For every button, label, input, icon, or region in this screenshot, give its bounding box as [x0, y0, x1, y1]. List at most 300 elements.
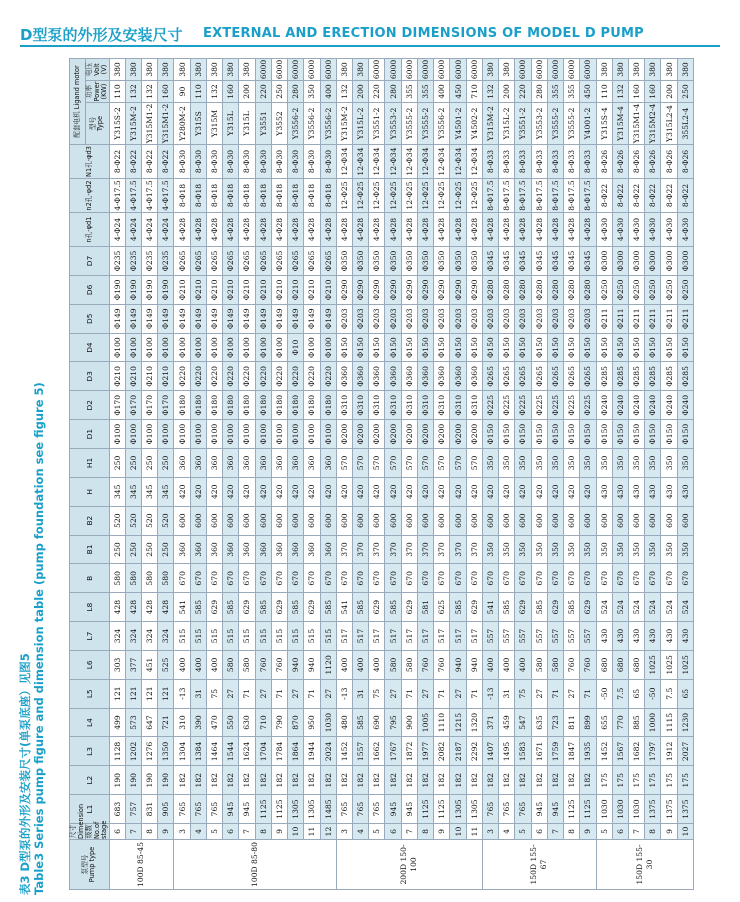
table-cell: 4-Φ30	[677, 213, 693, 247]
table-cell: 600	[417, 506, 433, 535]
table-cell: Φ100	[320, 420, 336, 449]
table-cell: 75	[515, 679, 531, 708]
table-cell: 430	[612, 477, 628, 506]
table-cell: 31	[499, 679, 515, 708]
table-cell: 350	[531, 535, 547, 564]
motor-voltage-header	[86, 59, 110, 81]
table-cell: 1320	[466, 708, 482, 737]
table-cell: 690	[369, 708, 385, 737]
table-cell: Φ150	[645, 420, 661, 449]
table-row	[596, 59, 612, 890]
table-cell: 4-Φ28	[564, 213, 580, 247]
motor-power-header-en: Power (KW)	[92, 81, 108, 102]
table-cell: 12-Φ34	[450, 145, 466, 179]
table-cell: 1305	[450, 795, 466, 824]
table-cell: 380	[677, 59, 693, 81]
table-cell: 1407	[482, 737, 498, 766]
table-cell: 670	[304, 564, 320, 593]
table-cell: 3	[482, 824, 498, 840]
pump-type-cell: 100D 85-80	[174, 840, 336, 890]
table-cell: 1567	[612, 737, 628, 766]
table-cell: 430	[596, 622, 612, 651]
table-cell: Φ265	[255, 247, 271, 276]
table-cell: 8-Φ17.5	[482, 179, 498, 213]
table-cell: 27	[320, 679, 336, 708]
table-cell: Y3553-2	[531, 103, 547, 145]
table-cell: Φ100	[271, 420, 287, 449]
table-cell: 1557	[353, 737, 369, 766]
table-cell: 200	[239, 81, 255, 103]
table-cell: 10	[677, 824, 693, 840]
table-cell: Φ180	[206, 391, 222, 420]
table-cell: 12-Φ34	[353, 145, 369, 179]
table-cell: 380	[174, 59, 190, 81]
table-cell: Y315M-4	[612, 103, 628, 145]
table-cell: 250	[677, 81, 693, 103]
table-cell: Φ100	[223, 333, 239, 362]
table-cell: Φ211	[645, 304, 661, 333]
table-cell: 710	[466, 81, 482, 103]
table-cell: Φ10	[288, 333, 304, 362]
table-cell: 1230	[677, 708, 693, 737]
table-cell: 585	[499, 593, 515, 622]
table-cell: 600	[661, 506, 677, 535]
table-cell: 585	[288, 593, 304, 622]
table-cell: 12-Φ34	[369, 145, 385, 179]
table-cell: Φ150	[629, 333, 645, 362]
col-header-d1: D1	[70, 420, 110, 449]
table-cell: 629	[401, 593, 417, 622]
table-cell: 182	[255, 766, 271, 795]
table-cell: Φ100	[223, 420, 239, 449]
table-cell: Φ100	[304, 333, 320, 362]
table-cell: Y3551-2	[369, 103, 385, 145]
table-cell: 580	[547, 650, 563, 679]
table-cell: 765	[515, 795, 531, 824]
table-cell: 360	[255, 449, 271, 478]
table-cell: 600	[450, 506, 466, 535]
table-cell: Φ265	[223, 247, 239, 276]
table-cell: 1215	[450, 708, 466, 737]
table-cell: 600	[206, 506, 222, 535]
table-cell: 1485	[320, 795, 336, 824]
table-cell: 517	[385, 622, 401, 651]
table-cell: 670	[482, 564, 498, 593]
table-cell: 760	[417, 650, 433, 679]
table-cell: 350	[564, 449, 580, 478]
table-cell: 8-Φ33	[531, 145, 547, 179]
table-cell: 9	[271, 824, 287, 840]
table-cell: 182	[547, 766, 563, 795]
table-cell: 12-Φ25	[434, 179, 450, 213]
table-cell: 7	[239, 824, 255, 840]
table-cell: Y280M-2	[174, 103, 190, 145]
table-cell: 515	[320, 622, 336, 651]
motor-power-header	[86, 81, 110, 103]
table-cell: Φ150	[353, 333, 369, 362]
table-cell: 360	[190, 449, 206, 478]
table-cell: 12-Φ25	[353, 179, 369, 213]
table-cell: Φ149	[304, 304, 320, 333]
table-cell: 670	[288, 564, 304, 593]
table-cell: 420	[531, 477, 547, 506]
table-cell: 765	[482, 795, 498, 824]
table-cell: -50	[645, 679, 661, 708]
table-cell: 90	[174, 81, 190, 103]
table-cell: 380	[239, 59, 255, 81]
table-cell: 182	[466, 766, 482, 795]
table-cell: 11	[304, 824, 320, 840]
table-cell: 4-Φ28	[288, 213, 304, 247]
table-cell: Y3555-2	[547, 103, 563, 145]
table-cell: 670	[271, 564, 287, 593]
table-cell: Φ250	[677, 275, 693, 304]
table-cell: Y315L-2	[353, 103, 369, 145]
table-cell: 515	[239, 622, 255, 651]
table-cell: 600	[499, 506, 515, 535]
table-cell: 670	[531, 564, 547, 593]
table-cell: Φ285	[612, 362, 628, 391]
table-cell: 1030	[629, 795, 645, 824]
table-row	[206, 59, 222, 890]
table-cell: 670	[336, 564, 352, 593]
table-cell: Φ203	[515, 304, 531, 333]
table-cell: 350	[580, 449, 596, 478]
table-cell: 570	[434, 449, 450, 478]
table-cell: Y315M-2	[482, 103, 498, 145]
table-cell: 430	[661, 622, 677, 651]
table-cell: Y3556-2	[304, 103, 320, 145]
table-cell: 350	[596, 449, 612, 478]
table-cell: Φ190	[141, 275, 157, 304]
page-header	[0, 22, 740, 52]
table-cell: 420	[336, 477, 352, 506]
table-cell: 420	[385, 477, 401, 506]
table-cell: 1128	[109, 737, 125, 766]
table-cell: Φ265	[499, 362, 515, 391]
table-cell: Y315M1-4	[629, 103, 645, 145]
table-cell: 360	[174, 535, 190, 564]
table-cell: 8-Φ18	[255, 179, 271, 213]
table-cell: 4-Φ28	[255, 213, 271, 247]
table-cell: 380	[499, 59, 515, 81]
table-cell: 420	[271, 477, 287, 506]
col-header-b: B	[70, 564, 110, 593]
table-cell: 629	[466, 593, 482, 622]
table-cell: 585	[385, 593, 401, 622]
table-cell: 400	[206, 650, 222, 679]
table-cell: 4-Φ28	[466, 213, 482, 247]
table-cell: Φ280	[499, 275, 515, 304]
table-cell: 585	[255, 593, 271, 622]
table-cell: 420	[434, 477, 450, 506]
table-cell: Φ100	[239, 420, 255, 449]
table-cell: 629	[271, 593, 287, 622]
table-cell: Φ100	[304, 420, 320, 449]
table-cell: Φ150	[645, 333, 661, 362]
table-cell: 182	[499, 766, 515, 795]
table-cell: 8-Φ30	[304, 145, 320, 179]
table-cell: Φ150	[336, 333, 352, 362]
table-cell: 250	[125, 535, 141, 564]
table-cell: 8-Φ22	[596, 179, 612, 213]
table-cell: 1125	[580, 795, 596, 824]
table-cell: 420	[450, 477, 466, 506]
table-cell: Φ285	[645, 362, 661, 391]
table-cell: Φ180	[288, 391, 304, 420]
table-cell: 570	[336, 449, 352, 478]
table-cell: 350	[547, 535, 563, 564]
table-cell: 600	[353, 506, 369, 535]
table-row	[304, 59, 320, 890]
table-row	[450, 59, 466, 890]
table-cell: 420	[223, 477, 239, 506]
table-cell: Φ290	[450, 275, 466, 304]
table-cell: Y3555-2	[401, 103, 417, 145]
table-cell: 350	[482, 449, 498, 478]
table-cell: 557	[547, 622, 563, 651]
table-cell: 4-Φ28	[417, 213, 433, 247]
table-cell: Φ225	[564, 391, 580, 420]
table-cell: 182	[190, 766, 206, 795]
table-cell: 524	[661, 593, 677, 622]
table-cell: 1120	[320, 650, 336, 679]
table-cell: 655	[596, 708, 612, 737]
table-cell: 670	[369, 564, 385, 593]
table-cell: 2292	[466, 737, 482, 766]
table-cell: Φ240	[645, 391, 661, 420]
table-cell: Φ360	[450, 362, 466, 391]
table-cell: 12-Φ25	[466, 179, 482, 213]
table-cell: 430	[596, 477, 612, 506]
table-cell: 8-Φ30	[206, 145, 222, 179]
table-cell: 557	[531, 622, 547, 651]
table-cell: 6000	[271, 59, 287, 81]
table-cell: 1375	[645, 795, 661, 824]
table-cell: Φ220	[239, 362, 255, 391]
table-cell: Φ150	[499, 333, 515, 362]
table-cell: 12-Φ25	[417, 179, 433, 213]
table-cell: 360	[304, 535, 320, 564]
table-cell: 8-Φ30	[190, 145, 206, 179]
table-cell: 355	[564, 81, 580, 103]
table-cell: 557	[564, 622, 580, 651]
table-cell: 71	[466, 679, 482, 708]
table-cell: Φ280	[482, 275, 498, 304]
dimension-table	[69, 58, 694, 890]
table-cell: 4-Φ28	[434, 213, 450, 247]
table-cell: 580	[223, 650, 239, 679]
table-cell: Φ203	[369, 304, 385, 333]
table-cell: 6000	[417, 59, 433, 81]
table-cell: Φ290	[417, 275, 433, 304]
table-cell: 420	[190, 477, 206, 506]
table-cell: 1125	[434, 795, 450, 824]
table-cell: 629	[239, 593, 255, 622]
table-cell: 1682	[629, 737, 645, 766]
table-cell: 350	[661, 449, 677, 478]
table-cell: 121	[109, 679, 125, 708]
table-cell: Φ203	[499, 304, 515, 333]
table-cell: 12	[320, 824, 336, 840]
table-cell: 550	[223, 708, 239, 737]
col-header-d5: D5	[70, 304, 110, 333]
table-cell: 420	[255, 477, 271, 506]
table-cell: 600	[564, 506, 580, 535]
table-cell: 182	[401, 766, 417, 795]
pump-type-header-en: Pump type	[88, 846, 97, 883]
table-cell: Φ203	[531, 304, 547, 333]
col-header-l5: L5	[70, 679, 110, 708]
table-cell: 5	[369, 824, 385, 840]
table-cell: 4	[353, 824, 369, 840]
table-cell: 360	[320, 535, 336, 564]
table-cell: 350	[645, 449, 661, 478]
table-cell: 8	[255, 824, 271, 840]
table-cell: 600	[466, 506, 482, 535]
table-cell: 360	[304, 449, 320, 478]
col-header-d3: D3	[70, 362, 110, 391]
table-cell: Φ240	[677, 391, 693, 420]
table-cell: 350	[499, 535, 515, 564]
dimension-header-cn: 尺寸	[69, 824, 77, 839]
table-cell: 585	[531, 593, 547, 622]
col-header-d7: D7	[70, 247, 110, 276]
table-cell: 4-Φ17.5	[109, 179, 125, 213]
table-cell: 8-Φ30	[320, 145, 336, 179]
table-cell: Φ235	[125, 247, 141, 276]
pump-type-header-cn: 泵型号	[80, 854, 89, 875]
table-cell: 1662	[369, 737, 385, 766]
table-cell: Φ280	[531, 275, 547, 304]
table-cell: 324	[141, 622, 157, 651]
table-cell: 182	[336, 766, 352, 795]
table-cell: 121	[158, 679, 174, 708]
table-cell: 360	[255, 535, 271, 564]
table-cell: 600	[239, 506, 255, 535]
table-cell: Y315M1-2	[158, 103, 174, 145]
table-cell: 770	[612, 708, 628, 737]
table-cell: Φ360	[417, 362, 433, 391]
table-cell: Φ210	[158, 362, 174, 391]
table-cell: Φ210	[271, 275, 287, 304]
table-cell: 1872	[401, 737, 417, 766]
table-cell: Φ200	[417, 420, 433, 449]
table-row	[174, 59, 190, 890]
table-row	[564, 59, 580, 890]
table-cell: Φ265	[190, 247, 206, 276]
table-cell: 200	[661, 81, 677, 103]
table-cell: 220	[369, 81, 385, 103]
table-cell: Y3555-2	[564, 103, 580, 145]
table-cell: 570	[450, 449, 466, 478]
table-cell: 6000	[369, 59, 385, 81]
table-cell: 524	[677, 593, 693, 622]
table-cell: 370	[466, 535, 482, 564]
table-cell: 250	[109, 449, 125, 478]
table-cell: Φ225	[547, 391, 563, 420]
table-cell: Φ300	[677, 247, 693, 276]
table-cell: 8	[645, 824, 661, 840]
table-cell: 8-Φ18	[239, 179, 255, 213]
table-cell: Φ150	[580, 420, 596, 449]
table-cell: Φ100	[190, 333, 206, 362]
table-cell: Φ150	[564, 420, 580, 449]
table-cell: Φ150	[515, 333, 531, 362]
table-cell: 280	[385, 81, 401, 103]
table-cell: 182	[434, 766, 450, 795]
table-cell: 760	[564, 650, 580, 679]
table-cell: Φ240	[612, 391, 628, 420]
table-cell: 4-Φ30	[629, 213, 645, 247]
table-cell: 517	[434, 622, 450, 651]
table-cell: 515	[271, 622, 287, 651]
table-cell: 250	[271, 81, 287, 103]
table-cell: 670	[466, 564, 482, 593]
table-cell: 428	[125, 593, 141, 622]
table-cell: 12-Φ34	[466, 145, 482, 179]
table-cell: 4-Φ28	[223, 213, 239, 247]
table-cell: 4-Φ28	[450, 213, 466, 247]
table-cell: 75	[206, 679, 222, 708]
table-cell: 430	[645, 622, 661, 651]
col-header-l3: L3	[70, 737, 110, 766]
table-cell: 670	[661, 564, 677, 593]
table-cell: 8-Φ22	[661, 179, 677, 213]
table-cell: 420	[206, 477, 222, 506]
table-cell: Φ265	[206, 247, 222, 276]
table-cell: 1304	[174, 737, 190, 766]
table-cell: Φ100	[206, 420, 222, 449]
table-cell: 1305	[304, 795, 320, 824]
table-cell: 400	[336, 650, 352, 679]
table-cell: Φ300	[661, 247, 677, 276]
table-cell: 670	[596, 564, 612, 593]
table-cell: 1912	[661, 737, 677, 766]
table-cell: 541	[336, 593, 352, 622]
table-cell: 600	[531, 506, 547, 535]
table-cell: 585	[564, 593, 580, 622]
table-cell: 670	[239, 564, 255, 593]
table-cell: Φ203	[401, 304, 417, 333]
motor-voltage-header-en: Volt (V)	[92, 63, 108, 76]
table-cell: 345	[158, 477, 174, 506]
table-cell: 400	[499, 650, 515, 679]
table-cell: 515	[190, 622, 206, 651]
table-cell: 831	[141, 795, 157, 824]
table-cell: 1375	[661, 795, 677, 824]
table-cell: 200	[499, 81, 515, 103]
table-cell: Φ235	[158, 247, 174, 276]
table-cell: 2027	[677, 737, 693, 766]
table-cell: 4-Φ28	[499, 213, 515, 247]
table-cell: Y3555-2	[417, 103, 433, 145]
table-cell: 4-Φ28	[206, 213, 222, 247]
table-row	[239, 59, 255, 890]
table-cell: 355	[401, 81, 417, 103]
table-cell: 110	[596, 81, 612, 103]
table-cell: Φ250	[645, 275, 661, 304]
table-cell: 360	[223, 535, 239, 564]
table-cell: 600	[434, 506, 450, 535]
table-cell: Φ210	[239, 275, 255, 304]
table-cell: 625	[434, 593, 450, 622]
table-cell: 430	[661, 477, 677, 506]
table-cell: Y4001-2	[580, 103, 596, 145]
table-cell: 1847	[564, 737, 580, 766]
dimension-header	[69, 803, 86, 840]
table-cell: Φ150	[531, 333, 547, 362]
